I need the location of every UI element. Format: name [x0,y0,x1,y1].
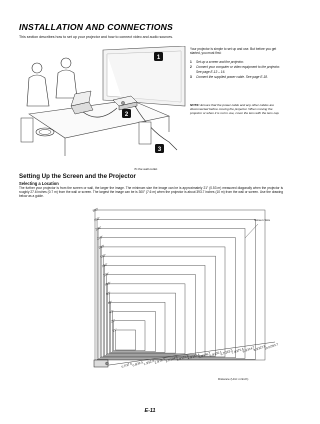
screen-outline [104,265,205,355]
wall-outlet-label: To the wall outlet. [134,167,158,171]
screen-size-label: 100" [104,280,112,287]
screen-size-label: 40" [108,309,115,315]
setup-step [190,65,282,73]
screen-size-label: 300" [91,206,100,213]
setup-step [190,75,282,79]
svg-text:1: 1 [156,55,161,61]
screen-outline [116,330,136,350]
section-body: The further your projector is from the screen or wall, the larger the image. The minimum size the image can be is approximately 21" (0.53 m) measured diagonally when the projector is roughly 27.6 inches (0.7 m) from the wall or screen. The largest the image can be is 300" (7.6 m) when the projector is about 393.7 inches (10 m) from the wall or screen. Use the drawing below as a guide. [19,186,283,199]
screen-outline [113,321,145,351]
note-text: Ensure that the power cable and any other cables are disconnected before moving the projector. When moving the projector or when it is not in use, cover the lens with the lens cap. [190,103,280,115]
note-block [190,104,282,116]
screen-size-label: 180" [99,253,107,260]
callout-1 [154,52,163,61]
screen-size-label: 25" [110,318,116,324]
page-number: E-11 [144,408,156,414]
screen-outline [110,302,165,352]
screen-size-label: 80" [105,290,112,297]
step-number: 3 [190,75,192,80]
distance-label: 6.0/236.1 [208,349,223,358]
setup-step [190,60,282,64]
section-heading: Setting Up the Screen and the Projector [19,173,136,180]
screen-outline [107,284,185,354]
screen-size-label: 200" [98,243,106,250]
screen-size-label: 60" [107,299,113,306]
distance-label: 6.7/262.3 [219,348,234,357]
distance-label: 2.7/104.9 [164,355,179,364]
callout-3 [155,144,164,153]
screen-size-title: Screen Size [254,218,271,222]
screen-outline [95,210,265,360]
person-center [56,58,77,98]
distance-label: 0.8/32.5 [131,360,144,368]
distance-label: 1.3/52.4 [142,358,155,367]
distance-label: 7.0/275.4 [230,346,245,355]
step-number: 2 [190,65,192,70]
screen-size-label: 120" [102,271,110,278]
setup-illustration [19,46,187,168]
cable-coil [39,130,51,135]
chair [139,122,151,144]
distance-label: 10.0/393.7 [263,342,279,351]
setup-intro: Your projector is simple to set up and use. But before you get started, you must first: [190,47,277,56]
cable-coil [36,128,54,136]
section-subheading: Selecting a Location [19,181,59,186]
page-title: INSTALLATION AND CONNECTIONS [19,22,173,32]
distance-label: 4.0/157.4 [186,352,201,361]
distance-label: 8.0/314.7 [241,345,256,354]
screen-size-label: 150" [101,262,109,269]
distance-label: 8.3/327.8 [252,344,267,353]
distance-label: 5.0/196.7 [197,351,212,360]
person-left [27,63,49,106]
screen-outline [109,293,175,353]
note-label: NOTE: [190,103,200,107]
screen-size-label: 240" [94,225,103,232]
distance-title: Distance (Unit: m/inch) [218,377,249,381]
step-text: Connect the supplied power cable. See page E-18. [196,75,268,80]
svg-text:3: 3 [157,147,162,153]
chair [21,118,33,142]
screen-size-label: 21" [111,327,118,333]
screen-outline [103,256,215,356]
callout-2 [122,109,131,118]
screen-outline [106,275,195,355]
step-text: Connect your computer or video equipment to the projector. See page E-13 – 16. [196,65,281,74]
throw-distance-diagram [40,198,285,383]
projector-lens [106,362,109,365]
distance-label: 3.3/131.2 [175,353,190,362]
distance-label: 0.7/27.6 [120,361,133,369]
intro-text: This section describes how to set up your projector and how to connect video and audio sources. [19,35,174,39]
setup-steps [190,60,282,81]
screen-size-leader [245,224,258,238]
step-text: Set up a screen and the projector. [196,60,244,64]
svg-text:2: 2 [124,112,129,118]
screen-size-label: 210" [96,234,104,241]
screen-size-label: 250" [93,216,101,223]
screen-outline [112,312,155,352]
distance-label: 2.0/78.7 [153,357,166,365]
step-number: 1 [190,60,192,64]
